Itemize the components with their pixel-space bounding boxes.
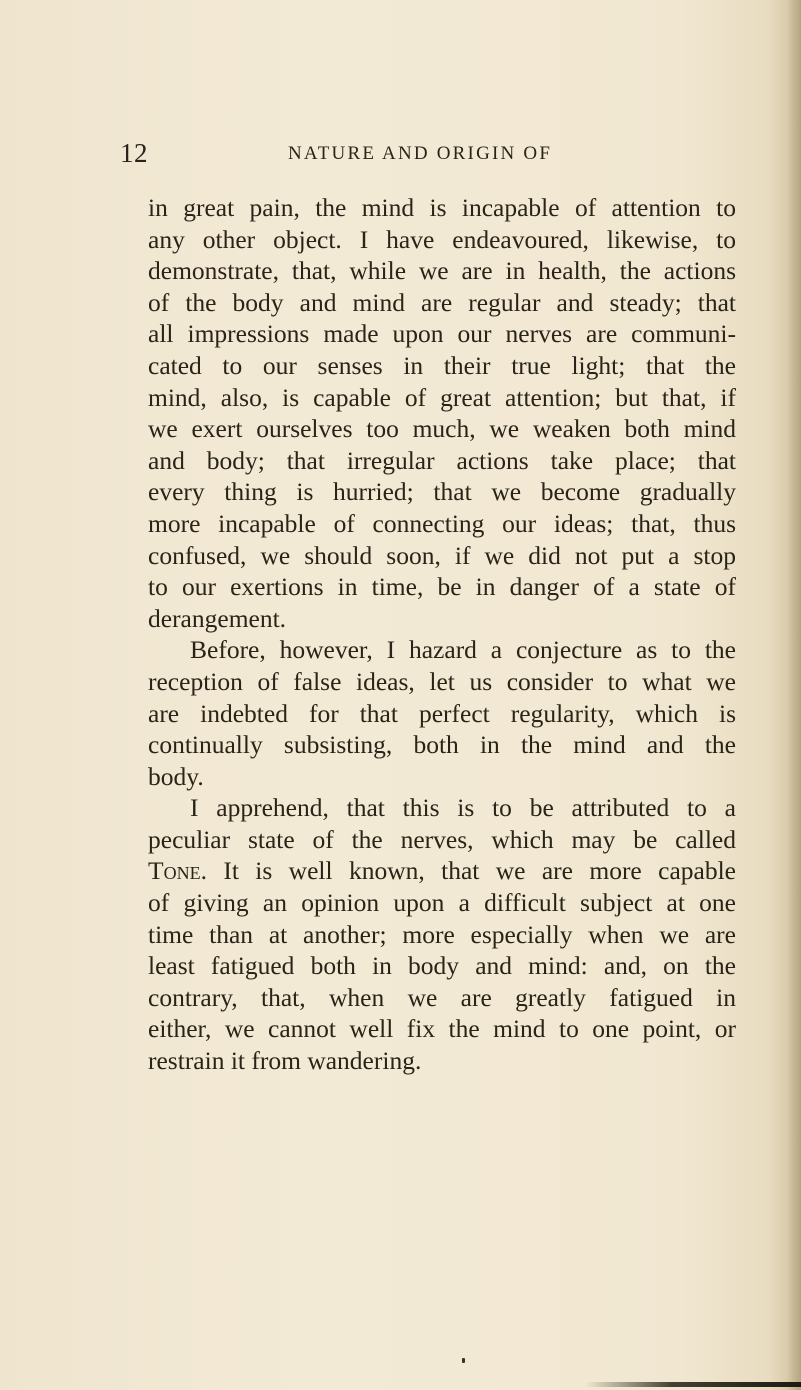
text-line: derangement. [148,603,287,633]
text-line: any other object. I have endeavoured, likewise, to [148,224,736,254]
text-line: every thing is hurried; that we become gradually [148,477,736,507]
running-title: NATURE AND ORIGIN OF [288,143,553,164]
text-line: of giving an opinion upon a difficult subject at one [148,888,736,918]
text-line: restrain it from wandering. [148,1046,422,1076]
running-head [120,138,680,168]
text-line: are indebted for that perfect regularity, which is [148,698,736,728]
text-line: cated to our senses in their true light; that the [148,350,736,380]
text-line: we exert ourselves too much, we weaken both mind [148,414,736,444]
text-line: I apprehend, that this is to be attributed to a [190,793,736,823]
text-line: body. [148,761,204,791]
page-edge-shadow [787,0,801,1390]
text-line: confused, we should soon, if we did not put a stop [148,540,736,570]
text-line: peculiar state of the nerves, which may be called [148,824,736,854]
text-line [148,855,736,887]
text-line: demonstrate, that, while we are in health, the actions [148,256,736,286]
page-number: 12 [120,138,148,168]
text-line: reception of false ideas, let us consider to what we [148,666,736,696]
text-line: contrary, that, when we are greatly fatigued in [148,982,736,1012]
text-line: all impressions made upon our nerves are communi- [148,319,736,349]
text-line: more incapable of connecting our ideas; that, thus [148,508,736,538]
ink-speck [462,1358,465,1363]
text-line: either, we cannot well fix the mind to one point, or [148,1014,736,1044]
page-bottom-shadow [585,1382,801,1387]
text-line-rest: . It is well known, that we are more capable [200,856,736,886]
text-line: continually subsisting, both in the mind and the [148,730,736,760]
text-line: time than at another; more especially when we are [148,919,736,949]
text-line: to our exertions in time, be in danger of a state of [148,572,736,602]
text-line: mind, also, is capable of great attention; but that, if [148,382,736,412]
body-text [148,192,736,1077]
text-line: in great pain, the mind is incapable of attention to [148,193,736,222]
text-line: of the body and mind are regular and steady; that [148,287,736,317]
small-caps-term: Tone [148,856,201,886]
text-line: Before, however, I hazard a conjecture as to the [190,635,736,665]
text-line: least fatigued both in body and mind: and, on the [148,951,736,981]
text-line: and body; that irregular actions take place; that [148,445,736,475]
